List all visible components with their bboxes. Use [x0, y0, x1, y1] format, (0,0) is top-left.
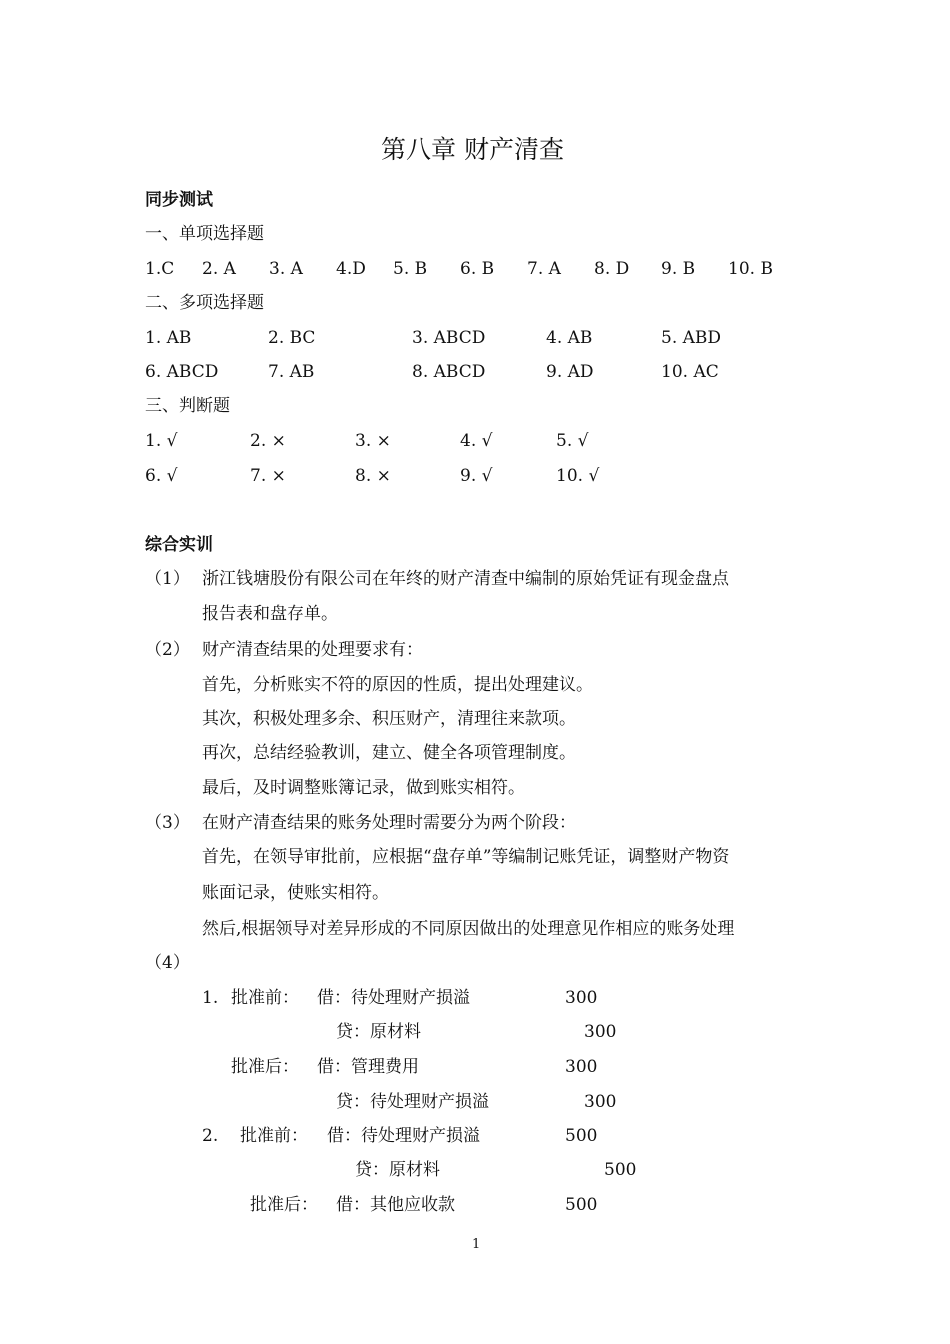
paragraph-line: 其次，积极处理多余、积压财产，清理往来款项。 — [202, 709, 576, 729]
amount: 500 — [604, 1160, 637, 1180]
paragraph-line: 再次，总结经验教训，建立、健全各项管理制度。 — [202, 743, 576, 763]
credit-line: 贷：原材料 — [355, 1160, 440, 1180]
amount: 300 — [584, 1092, 617, 1112]
answer: 7. × — [250, 466, 286, 486]
answer: 9. AD — [546, 362, 594, 382]
answer: 8. D — [594, 259, 630, 279]
answer: 3. A — [269, 259, 303, 279]
question-number: （3） — [145, 813, 190, 833]
section-heading-sync-test: 同步测试 — [145, 190, 213, 210]
entry-label: 批准前： — [231, 988, 299, 1008]
true-false-heading: 三、判断题 — [145, 396, 230, 416]
answer: 2. × — [250, 431, 286, 451]
entry-label: 批准后： — [250, 1195, 318, 1215]
section-heading-practice: 综合实训 — [145, 535, 213, 555]
answer: 3. × — [355, 431, 391, 451]
credit-line: 贷：原材料 — [336, 1022, 421, 1042]
answer: 7. AB — [268, 362, 315, 382]
answer: 10. B — [728, 259, 773, 279]
amount: 300 — [584, 1022, 617, 1042]
answer: 10. AC — [661, 362, 719, 382]
paragraph-line: 在财产清查结果的账务处理时需要分为两个阶段： — [202, 813, 576, 833]
answer: 8. ABCD — [412, 362, 486, 382]
answer: 4. AB — [546, 328, 593, 348]
paragraph-line: 首先，在领导审批前，应根据“盘存单”等编制记账凭证，调整财产物资 — [202, 847, 730, 867]
answer: 3. ABCD — [412, 328, 486, 348]
amount: 300 — [565, 988, 598, 1008]
paragraph-line: 首先，分析账实不符的原因的性质，提出处理建议。 — [202, 675, 593, 695]
paragraph-line: 账面记录，使账实相符。 — [202, 883, 389, 903]
question-number: （4） — [145, 953, 190, 973]
page-title: 第八章 财产清查 — [381, 135, 564, 164]
debit-line: 借：待处理财产损溢 — [317, 988, 470, 1008]
debit-line: 借：其他应收款 — [336, 1195, 455, 1215]
entry-number: 2. — [202, 1126, 219, 1146]
answer: 9. B — [661, 259, 696, 279]
paragraph-line: 报告表和盘存单。 — [202, 604, 338, 624]
answer: 1. AB — [145, 328, 192, 348]
answer: 6. ABCD — [145, 362, 219, 382]
entry-label: 批准后： — [231, 1057, 299, 1077]
paragraph-line: 浙江钱塘股份有限公司在年终的财产清查中编制的原始凭证有现金盘点 — [202, 569, 729, 589]
paragraph-line: 最后，及时调整账簿记录，做到账实相符。 — [202, 778, 525, 798]
answer: 6. √ — [145, 466, 178, 486]
single-choice-heading: 一、单项选择题 — [145, 224, 264, 244]
answer: 6. B — [460, 259, 495, 279]
debit-line: 借：管理费用 — [317, 1057, 419, 1077]
answer: 7. A — [527, 259, 561, 279]
answer: 9. √ — [460, 466, 493, 486]
question-number: （1） — [145, 569, 190, 589]
answer: 5. B — [393, 259, 428, 279]
paragraph-line: 然后,根据领导对差异形成的不同原因做出的处理意见作相应的账务处理 — [202, 919, 735, 939]
amount: 500 — [565, 1195, 598, 1215]
amount: 300 — [565, 1057, 598, 1077]
answer: 2. A — [202, 259, 236, 279]
entry-label: 批准前： — [240, 1126, 308, 1146]
entry-number: 1. — [202, 988, 219, 1008]
answer: 1.C — [145, 259, 175, 279]
page-number: 1 — [472, 1237, 481, 1252]
credit-line: 贷：待处理财产损溢 — [336, 1092, 489, 1112]
answer: 8. × — [355, 466, 391, 486]
answer: 4. √ — [460, 431, 493, 451]
answer: 1. √ — [145, 431, 178, 451]
multiple-choice-heading: 二、多项选择题 — [145, 293, 264, 313]
paragraph-line: 财产清查结果的处理要求有： — [202, 640, 423, 660]
answer: 5. ABD — [661, 328, 722, 348]
question-number: （2） — [145, 640, 190, 660]
answer: 10. √ — [556, 466, 600, 486]
amount: 500 — [565, 1126, 598, 1146]
debit-line: 借：待处理财产损溢 — [327, 1126, 480, 1146]
answer: 4.D — [336, 259, 366, 279]
answer: 2. BC — [268, 328, 316, 348]
answer: 5. √ — [556, 431, 589, 451]
